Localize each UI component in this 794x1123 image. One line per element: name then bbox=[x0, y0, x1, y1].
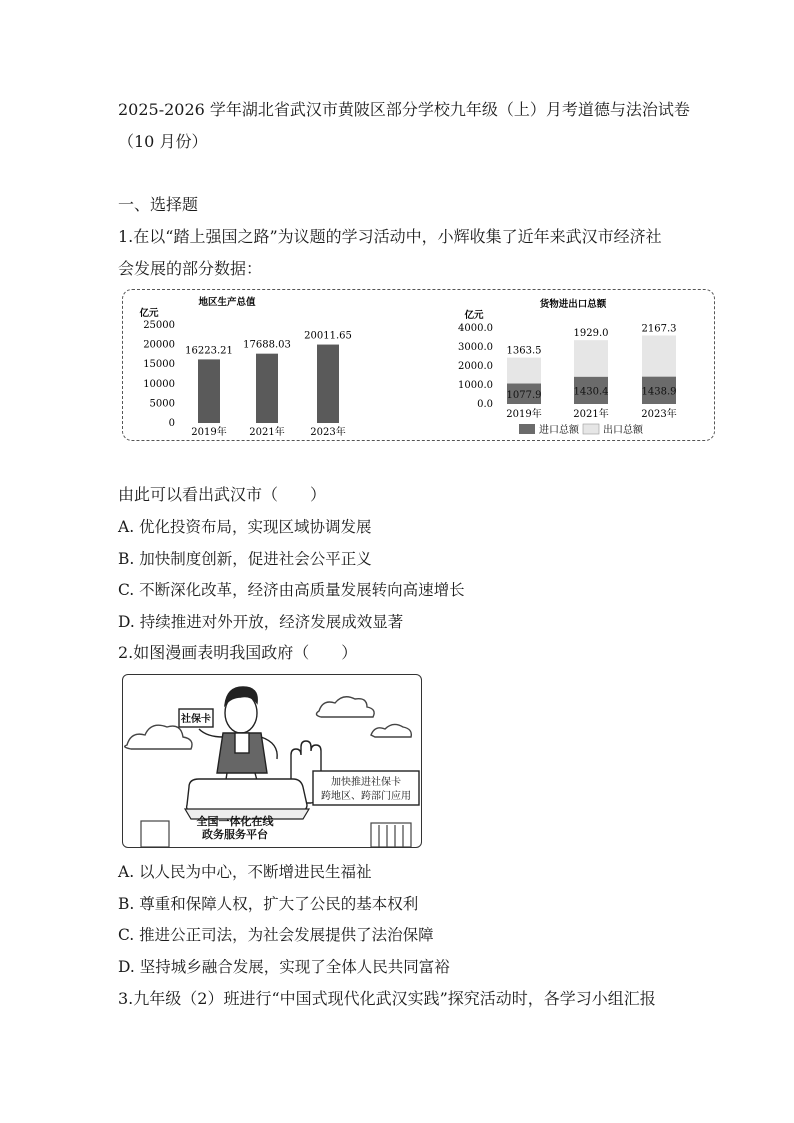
chart2-import-label: 1077.9 bbox=[506, 389, 542, 401]
q1-stem-line1: 1.在以“踏上强国之路”为议题的学习活动中，小辉收集了近年来武汉市经济社 bbox=[118, 227, 662, 246]
chart2-ytick: 2000.0 bbox=[458, 361, 493, 372]
q1-option-a[interactable]: A. 优化投资布局，实现区域协调发展 bbox=[118, 518, 372, 536]
q3-stem-line1: 3.九年级（2）班进行“中国式现代化武汉实践”探究活动时，各学习小组汇报 bbox=[118, 989, 656, 1008]
chart2-legend-export: 出口总额 bbox=[603, 425, 643, 436]
chart2-ytick: 0.0 bbox=[477, 399, 493, 410]
chart2-export-label: 1363.5 bbox=[506, 345, 542, 357]
chart2-import-label: 1438.9 bbox=[641, 386, 677, 398]
chart1-xtick: 2019年 bbox=[191, 427, 227, 438]
chart1-ytick: 0 bbox=[168, 418, 175, 429]
q1-option-b[interactable]: B. 加快制度创新，促进社会公平正义 bbox=[118, 550, 372, 568]
policy-sign bbox=[313, 771, 419, 805]
chart2-bar-export bbox=[574, 340, 608, 377]
q2-option-c[interactable]: C. 推进公正司法，为社会发展提供了法治保障 bbox=[118, 926, 434, 944]
chart2-bar-export bbox=[507, 358, 541, 384]
chart2-import-label: 1430.4 bbox=[573, 386, 609, 398]
chart1-bar bbox=[256, 354, 278, 423]
chart2-export-label: 1929.0 bbox=[573, 328, 609, 340]
sign-line2: 跨地区、跨部门应用 bbox=[321, 791, 411, 802]
q1-option-c[interactable]: C. 不断深化改革，经济由高质量发展转向高速增长 bbox=[118, 581, 465, 599]
chart1-ytick: 10000 bbox=[143, 378, 175, 390]
section-heading: 一、选择题 bbox=[118, 195, 199, 214]
q1-figure bbox=[122, 289, 715, 441]
chart1-value-label: 17688.03 bbox=[243, 339, 291, 351]
chart2-xtick: 2019年 bbox=[506, 409, 542, 420]
platform-label-line2: 政务服务平台 bbox=[202, 828, 268, 841]
q2-option-d[interactable]: D. 坚持城乡融合发展，实现了全体人民共同富裕 bbox=[118, 958, 450, 976]
chart1-bar bbox=[317, 345, 339, 423]
chart1-ylabel: 亿元 bbox=[139, 308, 159, 319]
q1-charts bbox=[123, 290, 714, 440]
chart2-xtick: 2021年 bbox=[573, 409, 609, 420]
q2-stem: 2.如图漫画表明我国政府（ ） bbox=[118, 643, 358, 662]
chart1-title: 地区生产总值 bbox=[198, 297, 256, 308]
chart1-value-label: 20011.65 bbox=[304, 330, 352, 342]
chart2-ytick: 3000.0 bbox=[458, 342, 493, 353]
chart2-export-label: 2167.3 bbox=[641, 323, 677, 335]
chart2-xtick: 2023年 bbox=[641, 409, 677, 420]
chart2-ylabel: 亿元 bbox=[464, 310, 484, 321]
chart1-ytick: 15000 bbox=[143, 359, 175, 371]
chart2-legend-swatch-export bbox=[583, 424, 599, 434]
chart1-ytick: 5000 bbox=[149, 398, 175, 410]
q2-option-b[interactable]: B. 尊重和保障人权，扩大了公民的基本权利 bbox=[118, 895, 419, 913]
chart2-bar-export bbox=[642, 335, 676, 376]
buildings-icon bbox=[141, 821, 411, 847]
platform-icon bbox=[185, 779, 309, 819]
chart1-value-label: 16223.21 bbox=[185, 345, 233, 357]
chart2-legend-import: 进口总额 bbox=[539, 425, 579, 436]
q1-followup: 由此可以看出武汉市（ ） bbox=[118, 485, 327, 504]
q2-cartoon bbox=[122, 674, 422, 848]
cloud-left-icon bbox=[125, 725, 192, 749]
chart2-ytick: 1000.0 bbox=[458, 380, 493, 391]
chart2-legend-swatch-import bbox=[519, 424, 535, 434]
cloud-right-icon bbox=[316, 697, 411, 737]
chart1-bar bbox=[198, 359, 220, 423]
social-security-card-icon bbox=[179, 709, 213, 727]
q1-option-d[interactable]: D. 持续推进对外开放，经济发展成效显著 bbox=[118, 613, 404, 631]
chart2-title: 货物进出口总额 bbox=[539, 299, 607, 310]
chart2-ytick: 4000.0 bbox=[458, 323, 493, 334]
exam-title-line1: 2025-2026 学年湖北省武汉市黄陂区部分学校九年级（上）月考道德与法治试卷 bbox=[118, 100, 690, 119]
platform-label-line1: 全国一体化在线 bbox=[196, 815, 274, 828]
chart1-xtick: 2023年 bbox=[310, 427, 346, 438]
card-label: 社保卡 bbox=[181, 714, 211, 725]
chart1-ytick: 20000 bbox=[143, 339, 175, 351]
q2-option-a[interactable]: A. 以人民为中心，不断增进民生福祉 bbox=[118, 863, 372, 881]
exam-title-line2: （10 月份） bbox=[118, 132, 208, 151]
q1-stem-line2: 会发展的部分数据： bbox=[118, 259, 263, 278]
sign-line1: 加快推进社保卡 bbox=[331, 777, 401, 788]
chart1-xtick: 2021年 bbox=[249, 427, 285, 438]
chart1-ytick: 25000 bbox=[143, 320, 175, 331]
